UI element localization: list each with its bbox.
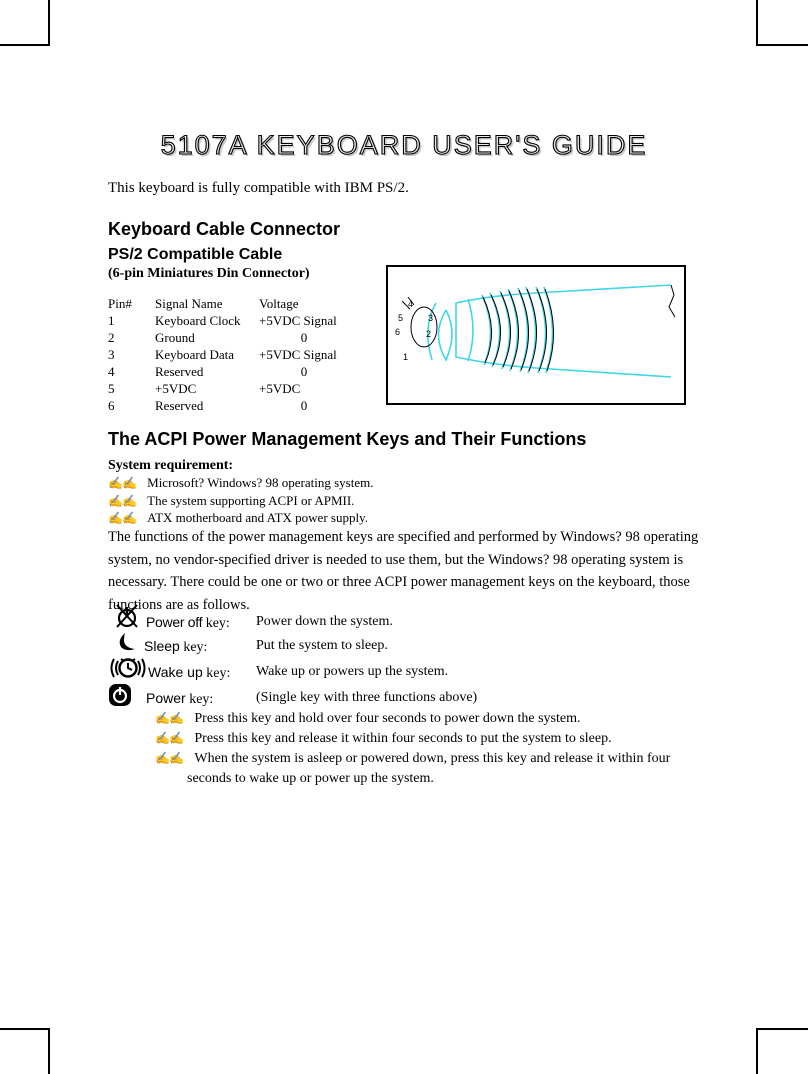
- key-desc: Wake up or powers up the system.: [256, 664, 449, 679]
- key-suffix: key:: [202, 616, 230, 631]
- power-off-icon: [115, 603, 139, 629]
- writing-hand-icon: ✍✍: [155, 731, 183, 745]
- crop-mark-tr-v: [756, 0, 758, 45]
- connector-note: (6-pin Miniatures Din Connector): [108, 266, 310, 281]
- table-cell: Reserved: [155, 364, 204, 379]
- writing-hand-icon: ✍✍: [108, 476, 136, 490]
- requirement-item: [108, 510, 368, 526]
- power-function-item: [155, 751, 670, 767]
- key-desc: Power down the system.: [256, 614, 393, 629]
- power-function-text: Press this key and hold over four seconds to power down the system.: [194, 711, 581, 726]
- ps2-cable-illustration: [386, 265, 686, 405]
- key-suffix: key:: [185, 692, 214, 707]
- table-cell: Ground: [155, 330, 195, 345]
- requirement-text: The system supporting ACPI or APMII.: [147, 493, 355, 508]
- table-row: [108, 347, 349, 364]
- key-row: [146, 614, 230, 632]
- table-cell: 1: [108, 313, 115, 328]
- key-suffix: key:: [202, 666, 231, 681]
- power-function-text: Press this key and release it within four seconds to put the system to sleep.: [194, 731, 612, 746]
- key-name: Power: [146, 690, 186, 706]
- acpi-heading: The ACPI Power Management Keys and Their Functions: [108, 429, 587, 449]
- table-cell: 3: [108, 347, 115, 362]
- table-row: [108, 364, 349, 381]
- writing-hand-icon: ✍✍: [155, 751, 183, 765]
- page-title: 5107A KEYBOARD USER'S GUIDE: [160, 130, 648, 160]
- writing-hand-icon: ✍✍: [155, 711, 183, 725]
- table-cell: Reserved: [155, 398, 204, 413]
- key-name: Power off: [146, 614, 203, 630]
- table-row: [108, 330, 349, 347]
- wake-up-icon: [108, 655, 148, 681]
- table-header: Signal Name: [155, 296, 223, 311]
- key-row: [144, 638, 207, 656]
- sleep-icon: [116, 632, 138, 652]
- table-cell: +5VDC: [155, 381, 197, 396]
- table-row: [108, 398, 349, 415]
- writing-hand-icon: ✍✍: [108, 511, 136, 525]
- crop-mark-bl-v: [48, 1028, 50, 1074]
- table-row: [108, 313, 349, 330]
- pin-label: 5: [398, 313, 404, 323]
- acpi-paragraph: The functions of the power management keys are specified and performed by Windows? 98 operating system, no vendor-specified driver is needed to use them, but the Windows? 98 operating system is necessary. There could be one or two or three ACPI power management keys on the keyboard, those functions are as follows.: [108, 529, 699, 613]
- pin-label: 6: [395, 327, 401, 337]
- key-row: [148, 664, 230, 682]
- connector-subheading: PS/2 Compatible Cable: [108, 246, 283, 263]
- table-row: [108, 381, 349, 398]
- key-row: [146, 690, 213, 708]
- table-cell: 0: [300, 330, 308, 345]
- table-header: Pin#: [108, 296, 132, 311]
- intro-text: This keyboard is fully compatible with IBM PS/2.: [108, 180, 409, 196]
- crop-mark-tl-v: [48, 0, 50, 45]
- requirement-text: Microsoft? Windows? 98 operating system.: [147, 475, 374, 490]
- pin-label: 3: [428, 313, 434, 323]
- table-cell: 0: [300, 398, 308, 413]
- key-desc: Put the system to sleep.: [256, 638, 388, 653]
- key-name: Wake up: [148, 664, 203, 680]
- power-function-text: When the system is asleep or powered down, press this key and release it within four: [194, 751, 671, 766]
- power-function-continuation: seconds to wake up or power up the system.: [187, 771, 434, 786]
- table-cell: Keyboard Data: [155, 347, 235, 362]
- table-cell: +5VDC Signal: [259, 347, 337, 362]
- crop-mark-bl-h: [0, 1028, 50, 1030]
- table-cell: 6: [108, 398, 115, 413]
- table-header-row: [108, 296, 349, 313]
- table-header: Voltage: [259, 296, 299, 311]
- connector-heading: Keyboard Cable Connector: [108, 219, 341, 239]
- crop-mark-br-v: [756, 1028, 758, 1074]
- key-desc: (Single key with three functions above): [256, 690, 478, 705]
- table-cell: 2: [108, 330, 115, 345]
- requirement-text: ATX motherboard and ATX power supply.: [147, 510, 368, 525]
- power-icon: [108, 683, 132, 707]
- writing-hand-icon: ✍✍: [108, 494, 136, 508]
- table-cell: 4: [108, 364, 115, 379]
- pin-label: 4: [408, 299, 414, 309]
- key-name: Sleep: [144, 638, 180, 654]
- pin-label: 1: [403, 352, 409, 362]
- power-function-item: [155, 711, 581, 727]
- pin-label: 2: [426, 329, 432, 339]
- requirement-item: [108, 475, 373, 491]
- requirement-label: System requirement:: [108, 458, 234, 473]
- key-suffix: key:: [179, 640, 208, 655]
- requirement-item: [108, 493, 354, 509]
- table-cell: 0: [300, 364, 308, 379]
- table-cell: 5: [108, 381, 115, 396]
- pin-table: [108, 296, 349, 415]
- table-cell: +5VDC Signal: [259, 313, 337, 328]
- table-cell: Keyboard Clock: [155, 313, 241, 328]
- crop-mark-br-h: [756, 1028, 808, 1030]
- crop-mark-tr-h: [756, 44, 808, 46]
- table-cell: +5VDC: [259, 381, 301, 396]
- power-function-item: [155, 731, 612, 747]
- crop-mark-tl-h: [0, 44, 50, 46]
